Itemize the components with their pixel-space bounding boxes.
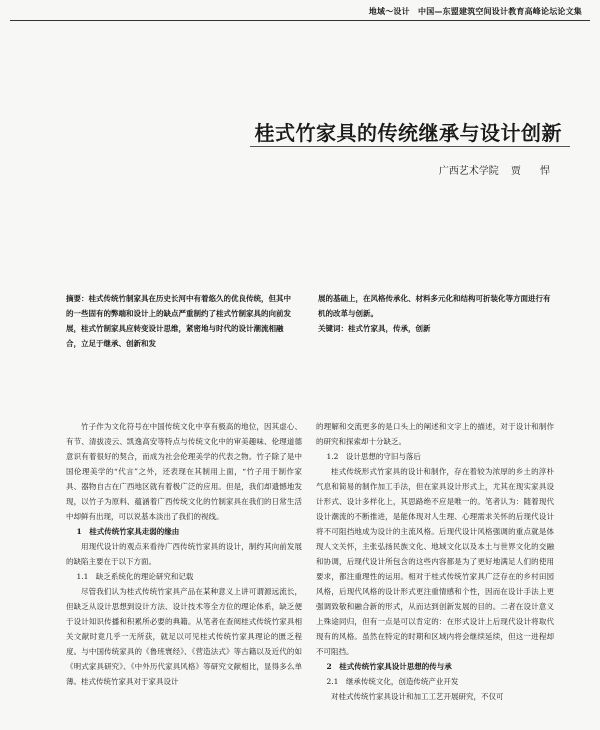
byline (439, 162, 558, 177)
title-rule (250, 146, 570, 147)
body-paragraph: 竹子作为文化符号在中国传统文化中享有极高的地位，因其虚心、有节、清拔凌云、凯逸高安等特点与传统文化中的审美趣味、伦理道德意识有着很好的契合，而成为社会伦理美学的代表之物。竹子除了是中国伦理美学的“代言”之外，还表现在其制用上面，“竹子用于制作家具、器物自古在广西地区就有着极广泛的应用。但是，我们却遗憾地发现，以竹子为原料、蕴涵着广西传统文化的竹制家具在我们的日常生活中却鲜有出现，可以说基本淡出了我们的视线。 (66, 422, 302, 521)
author: 贾 悍 (510, 166, 558, 177)
body-paragraph: 桂式传统形式竹家具的设计和制作，存在着较为浓厚的乡土的淳朴气息和简易的制作加工手法，但在家具设计形式上，尤其在现实家具设计形式、设计多样化上，其思路绝不应是唯一的。笔者认为：随着现代设计潮流的不断推进，是能体现对人生理、心理需求关怀的后现代设计将不可阻挡地成为设计的主流风格。后现代设计风格强调的重点就是体现人文关怀，主张弘扬民族文化、地域文化以及本土与世界文化的交融和协调，后现代设计所包含的这些内容都是为了更好地满足人们的使用要求，都注重理性的运用。相对于桂式传统竹家具广泛存在的乡村田园风格，后现代风格的设计形式更注重情感和个性，因而在设计手法上更强调致敬和融合新的形式，从而达到创新发展的目的。二者在设计意义上殊途同归，但有一点是可以肯定的：在形式设计上后现代设计将取代现有的风格。虽然在特定的时期和区域内将会继续延续，但这一进程却不可阻挡。 (316, 467, 554, 656)
abstract-text-right: 展的基础上，在风格传承化、材料多元化和结构可折装化等方面进行有机的改革与创新。 (318, 294, 551, 318)
affiliation: 广西艺术学院 (438, 166, 499, 177)
subsection-heading-2-1: 2.1 继承传统文化，创造传统产业开发 (326, 677, 459, 686)
body-left-column (66, 419, 302, 689)
body-paragraph: 用现代设计的观点来看待广西传统竹家具的设计，制约其向前发展的缺陷主要在于以下方面。 (66, 542, 302, 566)
keywords-label: 关键词： (318, 324, 348, 333)
body-paragraph: 尽管我们认为桂式传统竹家具产品在某种意义上讲可谓源远流长，但缺乏从设计思想到设计方法、设计技术等全方位的理论体系，缺乏便于设计知识传播和积累所必要的典籍。从笔者在查阅桂式传统竹家具相关文献时竟几乎一无所获，就足以可见桂式传统竹家具理论的匮乏程度。与中国传统家具的《鲁班寰经》、《营造法式》等古籍以及近代的如《明式家具研究》、《中外历代家具风格》等研究文献相比，显得多么单薄。桂式传统竹家具对于家具设计 (66, 587, 302, 686)
abstract-label: 摘要： (66, 294, 89, 303)
abstract-right-column (318, 291, 552, 336)
section-heading-2: 2 桂式传统竹家具设计思想的传与承 (326, 662, 452, 671)
section-heading-1: 1 桂式传统竹家具走弱的缘由 (76, 527, 180, 536)
subsection-heading-1-2: 1.2 设计思想的守旧与落后 (326, 452, 421, 461)
body-paragraph: 对桂式传统竹家具设计和加工工艺开展研究，不仅可 (331, 692, 504, 701)
abstract-text-left: 桂式传统竹制家具在历史长河中有着悠久的优良传统，但其中的一些固有的弊端和设计上的缺点严重制约了桂式竹制家具的向前发展，桂式竹制家具应转变设计思维，紧密地与时代的设计潮流相融合，立足于继承、创新和发 (66, 294, 291, 348)
body-right-column (316, 419, 554, 704)
subsection-heading-1-1: 1.1 缺乏系统化的理论研究和记载 (76, 572, 194, 581)
running-head: 地域～设计 中国—东盟建筑空间设计教育高峰论坛论文集 (368, 7, 582, 16)
header-rule (10, 20, 590, 21)
keywords-text: 桂式竹家具，传承，创新 (348, 324, 431, 333)
keywords (318, 321, 552, 336)
paper-title: 桂式竹家具的传统继承与设计创新 (254, 121, 562, 145)
body-paragraph: 的理解和交流更多的是口头上的阐述和文字上的描述，对于设计和制作的研究和探索却十分缺乏。 (316, 422, 554, 446)
abstract-left-column (66, 291, 294, 351)
